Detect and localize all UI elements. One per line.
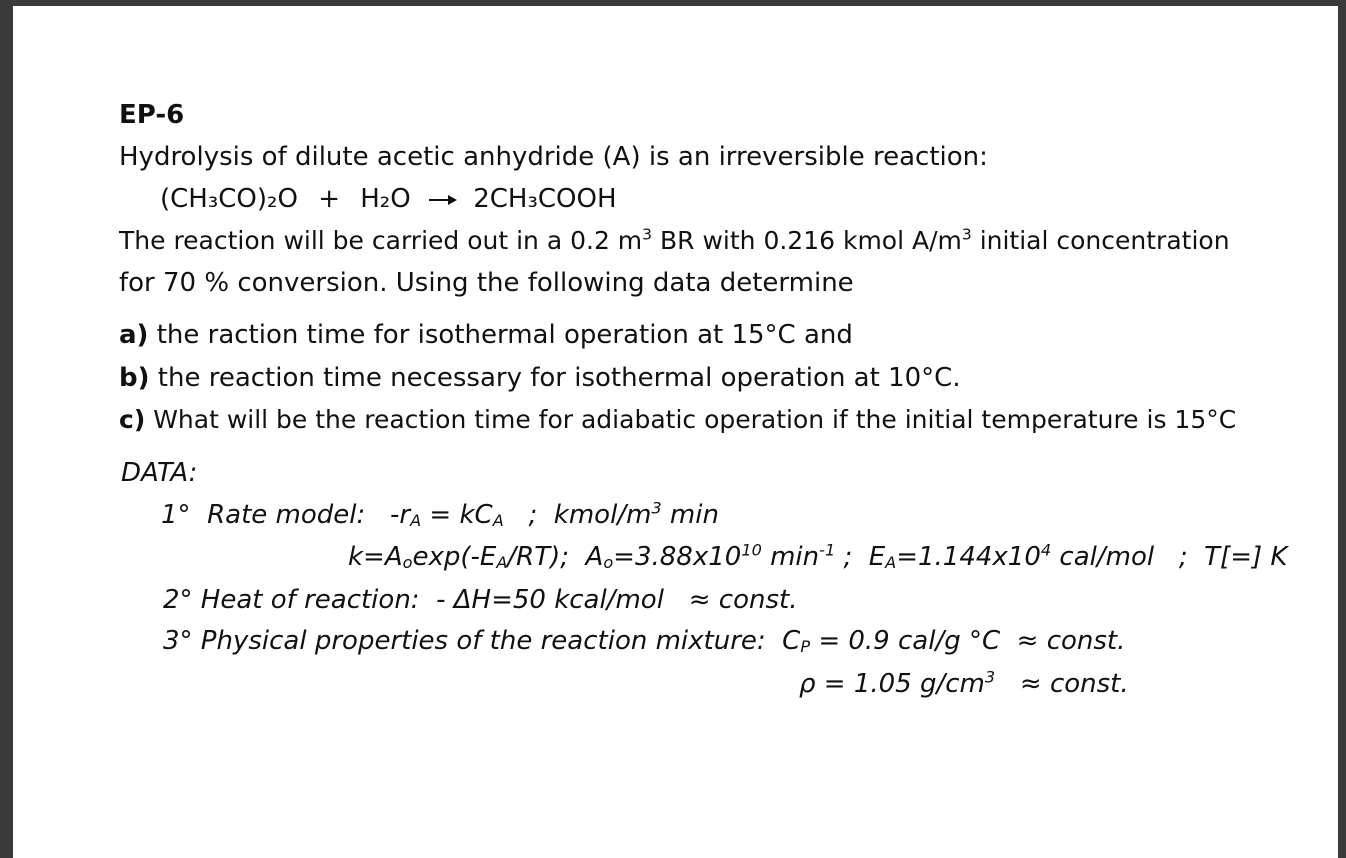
question-b xyxy=(119,365,961,391)
product-acetic-acid: 2CH₃COOH xyxy=(473,184,617,214)
question-b-text: the reaction time necessary for isothermal operation at 10°C. xyxy=(149,363,961,393)
question-a xyxy=(119,322,853,348)
question-c xyxy=(119,407,1236,432)
subscript-o: o xyxy=(402,553,413,573)
k-text-6: ; E xyxy=(835,542,886,572)
k-text-5: min xyxy=(761,542,820,572)
subscript-a: A xyxy=(496,553,508,573)
heat-of-reaction-text: Heat of reaction: - ΔH=50 kcal/mol ≈ const. xyxy=(192,585,798,615)
density-const: ≈ const. xyxy=(995,669,1129,699)
rate-units: ; kmol/m xyxy=(503,500,652,530)
question-a-text: the raction time for isothermal operation at 15°C and xyxy=(148,320,853,350)
plus-sign: + xyxy=(318,184,340,214)
subscript-p: P xyxy=(800,637,811,657)
reaction-arrow-icon xyxy=(429,199,455,201)
item-2-number: 2° xyxy=(163,585,193,615)
rate-units-end: min xyxy=(661,500,719,530)
physical-properties-line xyxy=(163,626,1126,657)
subscript-o: o xyxy=(603,553,614,573)
intro-text: Hydrolysis of dilute acetic anhydride (A) is an irreversible reaction: xyxy=(119,142,988,172)
density-line xyxy=(799,667,1129,699)
subscript-a: A xyxy=(885,553,897,573)
statement-line-1 xyxy=(119,225,1230,255)
density-exponent: 3 xyxy=(984,667,996,687)
k-text-8: cal/mol ; T[=] K xyxy=(1051,542,1288,572)
reactant-acetic-anhydride: (CH₃CO)₂O xyxy=(160,184,298,214)
heat-of-reaction-line xyxy=(163,587,797,613)
rate-model-line xyxy=(161,498,719,531)
k-text-4: =3.88x10 xyxy=(613,542,742,572)
physical-properties-text: Physical properties of the reaction mixture: C xyxy=(192,626,801,656)
k-text-1: k=A xyxy=(348,542,403,572)
item-1-number: 1° xyxy=(161,500,191,530)
statement-line-2: for 70 % conversion. Using the following data determine xyxy=(119,268,854,298)
statement-text-a: The reaction will be carried out in a 0.2 m xyxy=(119,226,643,255)
exponent-minus-1: -1 xyxy=(819,540,836,560)
statement-text-c: initial concentration xyxy=(971,226,1230,255)
data-heading: DATA: xyxy=(121,458,198,488)
exponent-4: 4 xyxy=(1040,540,1052,560)
k-text-3: /RT); A xyxy=(507,542,604,572)
density-text: ρ = 1.05 g/cm xyxy=(799,669,985,699)
rate-units-exponent: 3 xyxy=(651,498,662,518)
k-text-2: exp(-E xyxy=(412,542,497,572)
subscript-a: A xyxy=(492,511,504,531)
document-page xyxy=(13,6,1338,858)
concentration-exponent: 3 xyxy=(961,225,972,244)
subscript-a: A xyxy=(410,511,422,531)
heat-capacity-value: = 0.9 cal/g °C ≈ const. xyxy=(810,626,1126,656)
question-c-text: What will be the reaction time for adiabatic operation if the initial temperature is 15°C xyxy=(145,405,1237,434)
statement-text-b: BR with 0.216 kmol A/m xyxy=(652,226,962,255)
problem-id: EP-6 xyxy=(119,100,185,130)
question-b-label: b) xyxy=(119,363,150,393)
exponent-10: 10 xyxy=(741,540,762,560)
rate-eq-mid: = kC xyxy=(421,500,493,530)
reactant-water: H₂O xyxy=(360,184,411,214)
question-a-label: a) xyxy=(119,320,149,350)
rate-constant-line xyxy=(348,540,1288,573)
k-text-7: =1.144x10 xyxy=(896,542,1041,572)
rate-model-label: Rate model: -r xyxy=(190,500,411,530)
volume-exponent: 3 xyxy=(642,225,653,244)
question-c-label: c) xyxy=(119,405,146,434)
reaction-equation xyxy=(160,186,617,212)
item-3-number: 3° xyxy=(163,626,193,656)
